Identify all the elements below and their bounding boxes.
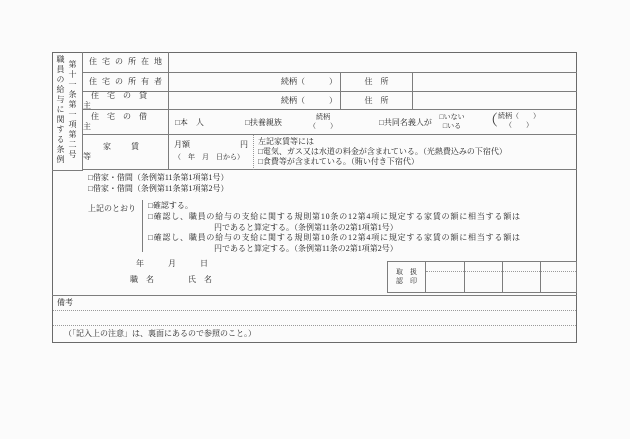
house-location-label: 住宅の所在地 bbox=[82, 52, 168, 73]
confirm-checkbox: □確認する。 bbox=[148, 201, 193, 210]
utilities-included-checkbox: □電気、ガス又は水道の料金が含まれている。（光熱費込みの下宿代） bbox=[258, 147, 507, 156]
house-tenant-field bbox=[168, 110, 577, 135]
owner-relation-label: 続柄（ ） bbox=[281, 77, 337, 86]
as-stated-above-label: 上記のとおり bbox=[88, 204, 136, 213]
remarks-top-rule bbox=[52, 295, 577, 296]
ordinance-side-label-line2: 第十一条第一項第二号 bbox=[68, 60, 77, 160]
joint-relation-label: 続柄（ ） （ ） bbox=[498, 112, 541, 129]
lessor-address-label: 住 所 bbox=[340, 92, 412, 110]
confirm-calc-2-checkbox: □確認し、職員の給与の支給に関する規則第10条の12第4項に規定する家賃の額に相当する額は bbox=[148, 233, 521, 242]
joint-holder-options bbox=[433, 113, 471, 131]
rent-note-field bbox=[253, 135, 577, 170]
tenant-self-checkbox: □本 人 bbox=[175, 118, 204, 127]
house-location-field bbox=[168, 52, 577, 73]
date-label: 年 月 日 bbox=[136, 259, 208, 268]
declaration-divider bbox=[142, 200, 143, 252]
lessor-relation-label: 続柄（ ） bbox=[281, 95, 337, 105]
meals-included-checkbox: □食費等が含まれている。（賄い付き下宿代） bbox=[258, 157, 419, 166]
seal-guide-line bbox=[426, 271, 576, 272]
rental-type-1-checkbox: □借家・借間（条例第11条第1項第1号） bbox=[88, 173, 229, 182]
seal-cell-divider bbox=[464, 262, 465, 292]
rental-type-2-checkbox: □借家・借間（条例第11条第1項第2号） bbox=[88, 184, 229, 193]
house-lessor-field bbox=[168, 92, 340, 110]
remarks-line bbox=[53, 325, 576, 326]
owner-address-label: 住 所 bbox=[340, 73, 412, 92]
confirm-calc-2-amount: 円であると算定する。（条例第11条の2第1項第2号） bbox=[214, 244, 398, 253]
rent-monthly-line bbox=[174, 140, 248, 150]
owner-address-field bbox=[412, 73, 577, 92]
rent-amount-field bbox=[168, 135, 253, 170]
joint-none-checkbox: □いない bbox=[439, 113, 465, 121]
handler-seal-box bbox=[387, 261, 577, 293]
remarks-line bbox=[53, 310, 576, 311]
joint-holder-checkbox: □共同名義人が bbox=[379, 118, 432, 127]
ordinance-side-label-line1: 職員の給与に関する条例 bbox=[56, 55, 65, 165]
confirm-calc-1-checkbox: □確認し、職員の給与の支給に関する規則第10条の12第4項に規定する家賃の額に相当する額は bbox=[148, 212, 521, 221]
rent-note-heading: 左記家賃等には bbox=[258, 137, 314, 146]
open-paren: （ bbox=[483, 112, 499, 129]
rent-label: 家賃等 bbox=[82, 135, 168, 170]
seal-cell-divider bbox=[502, 262, 503, 292]
tenant-relation-label: 続柄 （ ） bbox=[309, 113, 337, 130]
tenant-dependent-checkbox: □扶養親族 bbox=[245, 118, 282, 127]
rent-start-date-label: （ 年 月 日から） bbox=[174, 153, 244, 161]
house-lessor-label: 住宅の貸主 bbox=[82, 92, 168, 110]
house-owner-label: 住宅の所有者 bbox=[82, 73, 168, 92]
house-owner-field bbox=[168, 73, 340, 92]
name-label: 氏 名 bbox=[188, 275, 212, 284]
house-tenant-label: 住宅の借主 bbox=[82, 110, 168, 135]
job-title-label: 職 名 bbox=[130, 275, 154, 284]
joint-relation-group bbox=[483, 112, 540, 130]
rent-monthly-label: 月額 bbox=[174, 140, 190, 149]
joint-exists-checkbox: □いる bbox=[442, 122, 462, 130]
rent-yen-label: 円 bbox=[240, 140, 248, 149]
seal-cell-divider bbox=[540, 262, 541, 292]
lessor-address-field bbox=[412, 92, 577, 110]
side-label-bottom-rule bbox=[52, 170, 83, 171]
remarks-label: 備考 bbox=[57, 298, 73, 307]
handler-seal-label: 取 扱 認 印 bbox=[388, 262, 426, 292]
confirm-calc-1-amount: 円であると算定する。（条例第11条の2第1項第1号） bbox=[214, 223, 398, 232]
fill-in-note: （「記入上の注意」は、裏面にあるので参照のこと。） bbox=[64, 329, 256, 338]
